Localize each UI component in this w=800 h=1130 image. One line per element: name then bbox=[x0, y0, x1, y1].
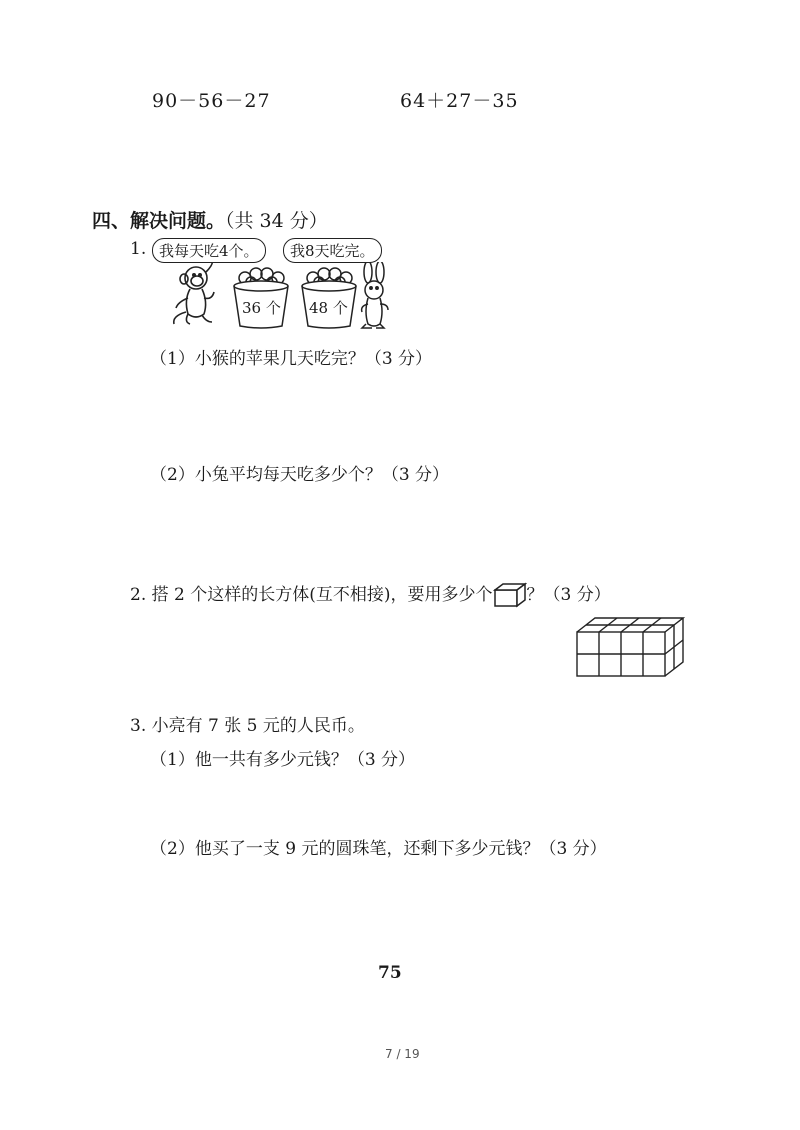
problem-2-text bbox=[130, 580, 611, 608]
problem-2-text-after: ？（3 分） bbox=[526, 585, 611, 605]
problem-3-question-1: （1）他一共有多少元钱？（3 分） bbox=[150, 750, 416, 770]
section-points: （共 34 分） bbox=[225, 210, 328, 232]
problem-1-number: 1. bbox=[130, 239, 147, 259]
problem-2-text-before: 2. 搭 2 个这样的长方体(互不相接)，要用多少个 bbox=[130, 585, 493, 605]
cuboid-blocks-icon bbox=[575, 614, 685, 680]
speech-bubble-rabbit: 我8天吃完。 bbox=[283, 238, 382, 263]
rabbit-icon bbox=[352, 262, 396, 330]
speech-bubble-monkey: 我每天吃4个。 bbox=[152, 238, 266, 263]
section-heading bbox=[92, 206, 328, 233]
basket-rabbit-label: 48 个 bbox=[309, 299, 348, 317]
problem-3-text: 3. 小亮有 7 张 5 元的人民币。 bbox=[130, 716, 365, 736]
monkey-icon bbox=[170, 262, 230, 328]
problem-1-question-1: （1）小猴的苹果几天吃完？（3 分） bbox=[150, 349, 433, 369]
problem-1-question-2: （2）小兔平均每天吃多少个？（3 分） bbox=[150, 465, 450, 485]
expression-2: 64＋27－35 bbox=[400, 90, 519, 112]
cube-icon bbox=[493, 582, 527, 608]
pdf-page-indicator: 7 / 19 bbox=[385, 1047, 420, 1061]
expression-1: 90－56－27 bbox=[152, 90, 271, 112]
section-title: 四、解决问题。 bbox=[92, 210, 226, 232]
page-number: 75 bbox=[378, 963, 402, 983]
basket-monkey-label: 36 个 bbox=[242, 299, 281, 317]
problem-3-question-2: （2）他买了一支 9 元的圆珠笔，还剩下多少元钱？（3 分） bbox=[150, 839, 607, 859]
